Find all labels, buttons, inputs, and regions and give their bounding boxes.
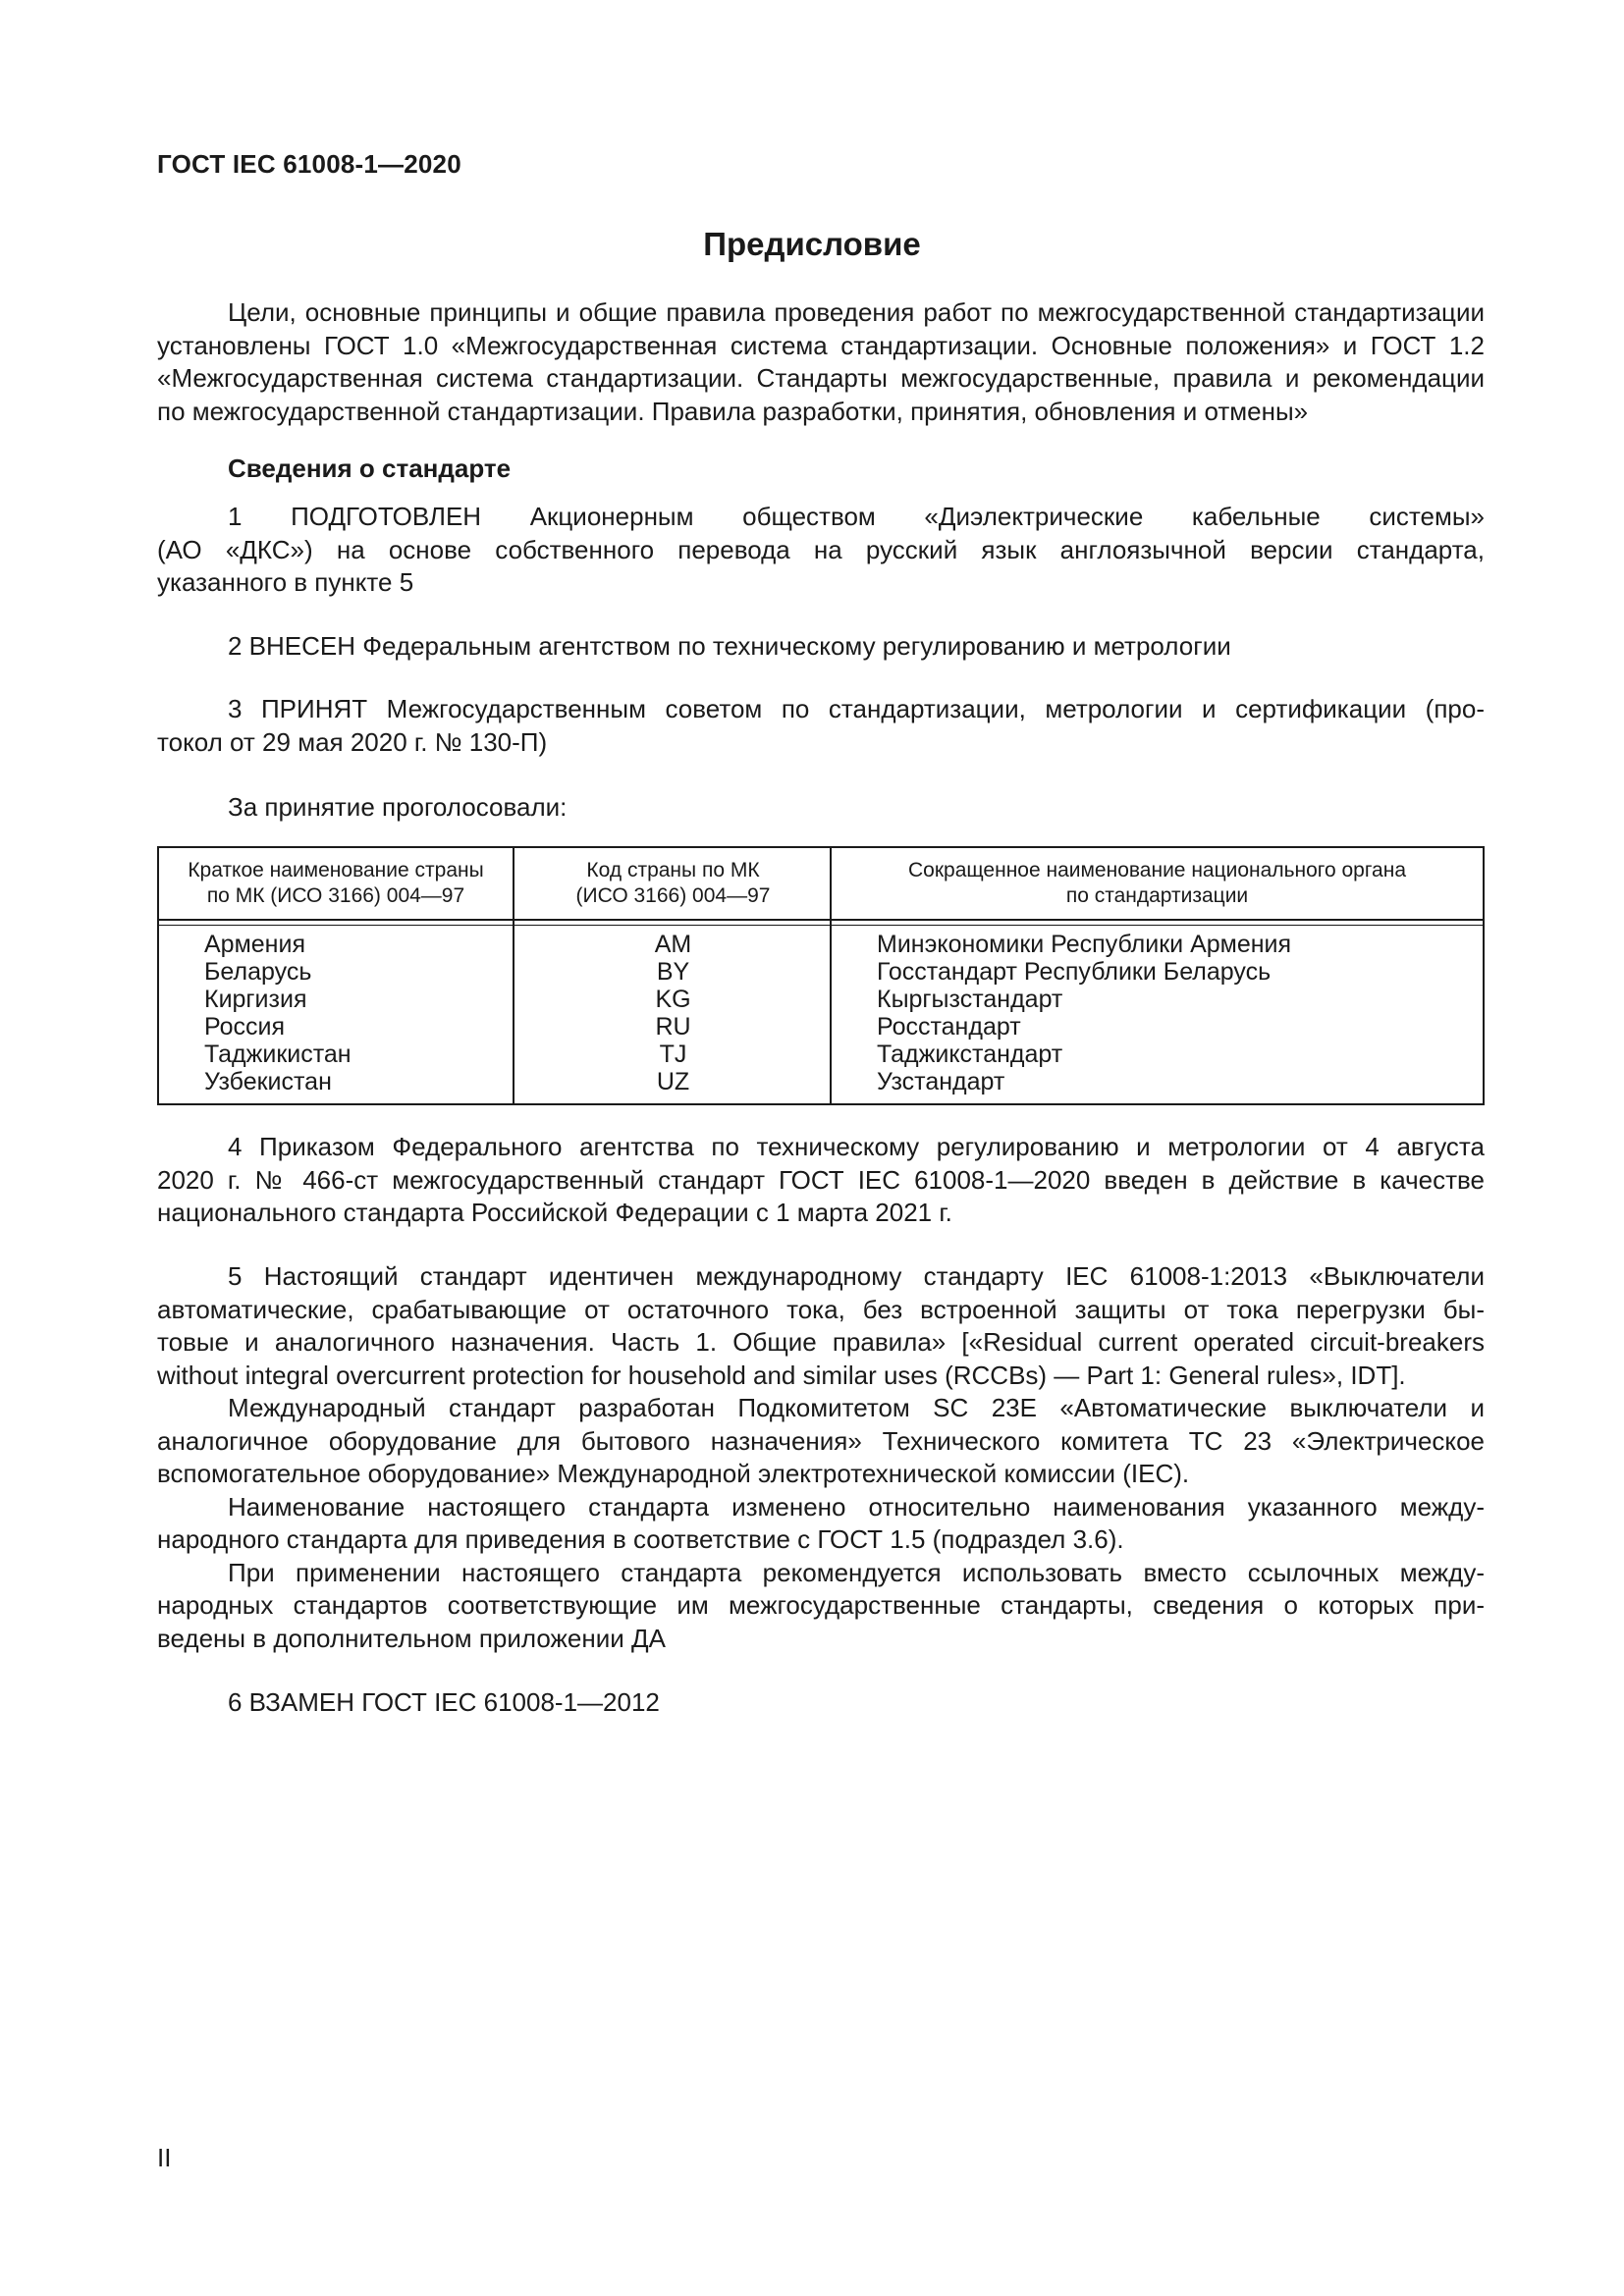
voting-table: [157, 846, 1485, 1105]
table-cell-code: BY: [656, 958, 690, 986]
text-line: вспомогательное оборудование» Международной электротехнической комиссии (IEC).: [157, 1459, 1190, 1488]
column-header-country: [159, 858, 513, 909]
table-cell-code: KG: [655, 986, 691, 1013]
text-line: по межгосударственной стандартизации. Правила разработки, принятия, обновления и отмены»: [157, 396, 1309, 426]
text-line: народных стандартов соответствующие им межгосударственные стандарты, сведения о которых при-: [157, 1590, 1485, 1620]
text-line: Цели, основные принципы и общие правила проведения работ по межгосударственной стандартизации: [228, 297, 1485, 327]
item-2-paragraph: 2 ВНЕСЕН Федеральным агентством по техническому регулированию и метрологии: [228, 631, 1231, 661]
text-line: автоматические, срабатывающие от остаточного тока, без встроенной защиты от тока перегрузки бы-: [157, 1294, 1485, 1324]
table-cell-code: AM: [654, 931, 692, 958]
text-line: установлены ГОСТ 1.0 «Межгосударственная система стандартизации. Основные положения» и ГОСТ 1.2: [157, 330, 1485, 360]
table-cell-country: Россия: [204, 1013, 285, 1041]
text-line: 4 Приказом Федерального агентства по техническому регулированию и метрологии от 4 августа: [228, 1132, 1485, 1161]
text-line: 1 ПОДГОТОВЛЕН Акционерным обществом «Диэлектрические кабельные системы»: [228, 502, 1485, 531]
page-number: II: [157, 2143, 172, 2172]
country-cells: [159, 931, 513, 1095]
header-line: по стандартизации: [1065, 884, 1249, 907]
table-cell-body: Кыргызстандарт: [877, 986, 1063, 1013]
country-column: [159, 848, 513, 1103]
section-title: Предисловие: [703, 226, 921, 262]
header-line: (ИСО 3166) 004—97: [575, 884, 771, 907]
table-cell-code: UZ: [656, 1068, 690, 1095]
item-5-paragraph: [157, 1260, 1485, 1655]
vote-intro: За принятие проголосовали:: [228, 792, 568, 822]
table-cell-code: RU: [655, 1013, 691, 1041]
item-6-paragraph: 6 ВЗАМЕН ГОСТ IEC 61008-1—2012: [228, 1687, 660, 1717]
text-line: 3 ПРИНЯТ Межгосударственным советом по стандартизации, метрологии и сертификации (про-: [228, 694, 1485, 723]
text-line: «Межгосударственная система стандартизации. Стандарты межгосударственные, правила и рекомендации: [157, 363, 1485, 393]
intro-paragraph: [157, 296, 1485, 428]
column-header-body: [832, 858, 1483, 909]
text-line: национального стандарта Российской Федерации с 1 марта 2021 г.: [157, 1198, 952, 1227]
text-line: Наименование настоящего стандарта изменено относительно наименования указанного между-: [228, 1491, 1485, 1522]
text-line: ведены в дополнительном приложении ДА: [157, 1623, 666, 1653]
body-column: [830, 848, 1483, 1103]
text-line: 2020 г. № 466-ст межгосударственный стандарт ГОСТ IEC 61008-1—2020 введен в действие в качестве: [157, 1164, 1485, 1195]
text-line: товые и аналогичного назначения. Часть 1. Общие правила» [«Residual current operated circuit-breakers: [157, 1327, 1485, 1357]
item-3-paragraph: [157, 693, 1485, 759]
text-line: народного стандарта для приведения в соответствие с ГОСТ 1.5 (подраздел 3.6).: [157, 1524, 1124, 1554]
table-cell-body: Госстандарт Республики Беларусь: [877, 958, 1272, 986]
text-line: При применении настоящего стандарта рекомендуется использовать вместо ссылочных между-: [228, 1557, 1485, 1587]
table-cell-body: Росстандарт: [877, 1013, 1021, 1041]
text-line: указанного в пункте 5: [157, 567, 414, 597]
column-header-code: [514, 858, 832, 909]
table-cell-code: TJ: [659, 1041, 687, 1068]
item-4-paragraph: [157, 1131, 1485, 1230]
standard-info-heading: Сведения о стандарте: [228, 454, 512, 483]
table-cell-body: Минэкономики Республики Армения: [877, 931, 1292, 958]
item-1-paragraph: [157, 501, 1485, 600]
text-line: аналогичное оборудование для бытового назначения» Технического комитета ТС 23 «Электрическое: [157, 1425, 1485, 1456]
text-line: without integral overcurrent protection for household and similar uses (RCCBs) — Part 1: General rules», IDT].: [157, 1360, 1406, 1390]
text-line: Международный стандарт разработан Подкомитетом SC 23E «Автоматические выключатели и: [228, 1393, 1485, 1422]
table-cell-country: Беларусь: [204, 958, 312, 986]
body-cells: [832, 931, 1483, 1095]
header-line: Код страны по МК: [586, 859, 760, 881]
table-cell-country: Армения: [204, 931, 305, 958]
header-line: Краткое наименование страны: [188, 859, 484, 881]
header-line: по МК (ИСО 3166) 004—97: [206, 884, 465, 907]
table-cell-country: Узбекистан: [204, 1068, 332, 1095]
code-cells: [514, 931, 832, 1095]
table-cell-body: Узстандарт: [877, 1068, 1005, 1095]
table-cell-country: Таджикистан: [204, 1041, 352, 1068]
text-line: 5 Настоящий стандарт идентичен международному стандарту IEC 61008-1:2013 «Выключатели: [228, 1261, 1485, 1291]
text-line: токол от 29 мая 2020 г. № 130-П): [157, 726, 548, 757]
header-line: Сокращенное наименование национального органа: [907, 859, 1407, 881]
code-column: [513, 848, 832, 1103]
table-cell-body: Таджикстандарт: [877, 1041, 1063, 1068]
document-code-header: ГОСТ IEC 61008-1—2020: [157, 149, 461, 179]
text-line: (АО «ДКС») на основе собственного перевода на русский язык англоязычной версии стандарта,: [157, 534, 1485, 564]
table-cell-country: Киргизия: [204, 986, 307, 1013]
